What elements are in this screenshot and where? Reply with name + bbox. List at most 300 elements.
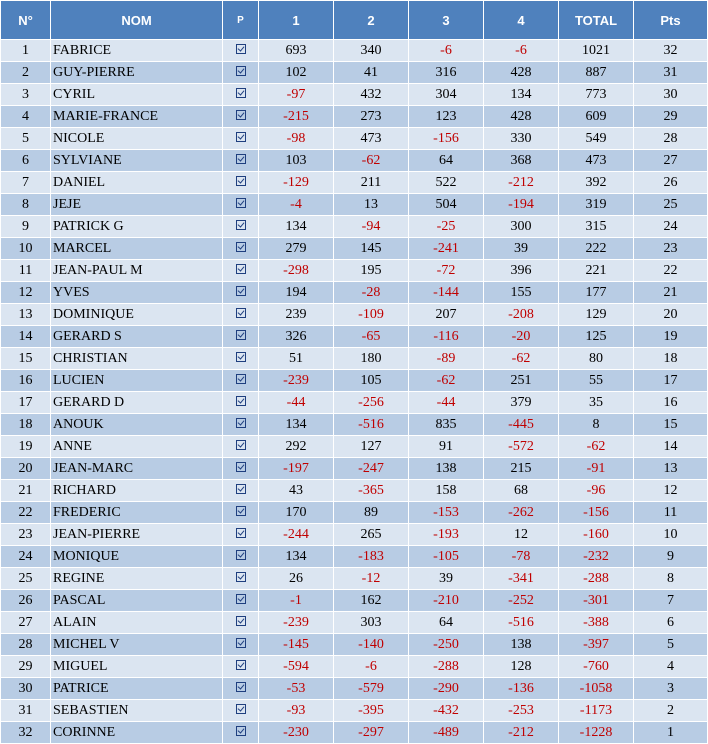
round-4-cell: 155 <box>484 282 559 304</box>
table-row <box>1 84 708 106</box>
total-cell: -91 <box>559 458 634 480</box>
round-3-cell: -116 <box>409 326 484 348</box>
points-cell: 7 <box>634 590 708 612</box>
round-3-cell: 64 <box>409 150 484 172</box>
total-cell: -62 <box>559 436 634 458</box>
checkbox-checked-icon[interactable] <box>236 462 246 472</box>
total-cell: 887 <box>559 62 634 84</box>
round-3-cell: -489 <box>409 722 484 744</box>
present-cell[interactable] <box>223 590 259 612</box>
header-round-1[interactable]: 1 <box>259 1 334 40</box>
player-name-cell: MARCEL <box>51 238 223 260</box>
present-cell[interactable] <box>223 326 259 348</box>
round-2-cell: 162 <box>334 590 409 612</box>
total-cell: 222 <box>559 238 634 260</box>
player-name-cell: MICHEL V <box>51 634 223 656</box>
points-cell: 23 <box>634 238 708 260</box>
rank-cell: 13 <box>1 304 51 326</box>
round-1-cell: 239 <box>259 304 334 326</box>
round-4-cell: 428 <box>484 106 559 128</box>
round-3-cell: 123 <box>409 106 484 128</box>
present-cell[interactable] <box>223 40 259 62</box>
round-1-cell: 279 <box>259 238 334 260</box>
points-cell: 31 <box>634 62 708 84</box>
header-p[interactable]: P <box>223 1 259 40</box>
round-2-cell: -65 <box>334 326 409 348</box>
points-cell: 16 <box>634 392 708 414</box>
header-name[interactable]: NOM <box>51 1 223 40</box>
present-cell[interactable] <box>223 502 259 524</box>
round-3-cell: 91 <box>409 436 484 458</box>
header-total[interactable]: TOTAL <box>559 1 634 40</box>
present-cell[interactable] <box>223 106 259 128</box>
points-cell: 22 <box>634 260 708 282</box>
total-cell: -760 <box>559 656 634 678</box>
total-cell: 8 <box>559 414 634 436</box>
round-2-cell: -140 <box>334 634 409 656</box>
round-3-cell: 522 <box>409 172 484 194</box>
rank-cell: 4 <box>1 106 51 128</box>
round-2-cell: 127 <box>334 436 409 458</box>
round-3-cell: 316 <box>409 62 484 84</box>
points-cell: 29 <box>634 106 708 128</box>
player-name-cell: NICOLE <box>51 128 223 150</box>
round-2-cell: 145 <box>334 238 409 260</box>
total-cell: -232 <box>559 546 634 568</box>
header-round-2[interactable]: 2 <box>334 1 409 40</box>
round-1-cell: 102 <box>259 62 334 84</box>
rank-cell: 11 <box>1 260 51 282</box>
checkbox-checked-icon[interactable] <box>236 660 246 670</box>
present-cell[interactable] <box>223 62 259 84</box>
round-4-cell: 134 <box>484 84 559 106</box>
points-cell: 4 <box>634 656 708 678</box>
round-2-cell: 432 <box>334 84 409 106</box>
rank-cell: 17 <box>1 392 51 414</box>
rank-cell: 27 <box>1 612 51 634</box>
header-round-3[interactable]: 3 <box>409 1 484 40</box>
round-3-cell: -153 <box>409 502 484 524</box>
player-name-cell: CHRISTIAN <box>51 348 223 370</box>
round-2-cell: 340 <box>334 40 409 62</box>
round-3-cell: 138 <box>409 458 484 480</box>
total-cell: -156 <box>559 502 634 524</box>
round-3-cell: 64 <box>409 612 484 634</box>
round-4-cell: -262 <box>484 502 559 524</box>
rank-cell: 18 <box>1 414 51 436</box>
round-3-cell: -72 <box>409 260 484 282</box>
table-row <box>1 348 708 370</box>
present-cell[interactable] <box>223 260 259 282</box>
round-1-cell: -298 <box>259 260 334 282</box>
points-cell: 20 <box>634 304 708 326</box>
rank-cell: 9 <box>1 216 51 238</box>
present-cell[interactable] <box>223 216 259 238</box>
player-name-cell: MIGUEL <box>51 656 223 678</box>
present-cell[interactable] <box>223 238 259 260</box>
table-row <box>1 524 708 546</box>
present-cell[interactable] <box>223 568 259 590</box>
table-row <box>1 128 708 150</box>
table-row <box>1 62 708 84</box>
table-row <box>1 216 708 238</box>
round-2-cell: -247 <box>334 458 409 480</box>
round-2-cell: 195 <box>334 260 409 282</box>
round-3-cell: -156 <box>409 128 484 150</box>
points-cell: 14 <box>634 436 708 458</box>
rank-cell: 5 <box>1 128 51 150</box>
round-2-cell: -12 <box>334 568 409 590</box>
round-4-cell: -208 <box>484 304 559 326</box>
total-cell: -397 <box>559 634 634 656</box>
round-3-cell: -290 <box>409 678 484 700</box>
table-row <box>1 282 708 304</box>
checkbox-checked-icon[interactable] <box>236 440 246 450</box>
player-name-cell: PASCAL <box>51 590 223 612</box>
checkbox-checked-icon[interactable] <box>236 418 246 428</box>
checkbox-checked-icon[interactable] <box>236 550 246 560</box>
points-cell: 21 <box>634 282 708 304</box>
round-4-cell: -212 <box>484 722 559 744</box>
player-name-cell: SEBASTIEN <box>51 700 223 722</box>
round-2-cell: -579 <box>334 678 409 700</box>
round-4-cell: -136 <box>484 678 559 700</box>
points-cell: 5 <box>634 634 708 656</box>
total-cell: 315 <box>559 216 634 238</box>
points-cell: 12 <box>634 480 708 502</box>
checkbox-checked-icon[interactable] <box>236 682 246 692</box>
rank-cell: 32 <box>1 722 51 744</box>
table-row <box>1 546 708 568</box>
round-1-cell: -1 <box>259 590 334 612</box>
table-row <box>1 238 708 260</box>
checkbox-checked-icon[interactable] <box>236 110 246 120</box>
checkbox-checked-icon[interactable] <box>236 594 246 604</box>
rank-cell: 25 <box>1 568 51 590</box>
rank-cell: 10 <box>1 238 51 260</box>
points-cell: 30 <box>634 84 708 106</box>
table-row <box>1 656 708 678</box>
points-cell: 17 <box>634 370 708 392</box>
present-cell[interactable] <box>223 150 259 172</box>
present-cell[interactable] <box>223 348 259 370</box>
checkbox-checked-icon[interactable] <box>236 198 246 208</box>
round-1-cell: -4 <box>259 194 334 216</box>
round-2-cell: 89 <box>334 502 409 524</box>
round-3-cell: -62 <box>409 370 484 392</box>
table-row <box>1 722 708 744</box>
player-name-cell: PATRICK G <box>51 216 223 238</box>
total-cell: 392 <box>559 172 634 194</box>
round-2-cell: 105 <box>334 370 409 392</box>
points-cell: 11 <box>634 502 708 524</box>
player-name-cell: YVES <box>51 282 223 304</box>
present-cell[interactable] <box>223 392 259 414</box>
points-cell: 13 <box>634 458 708 480</box>
rank-cell: 31 <box>1 700 51 722</box>
round-2-cell: 473 <box>334 128 409 150</box>
points-cell: 3 <box>634 678 708 700</box>
round-4-cell: 138 <box>484 634 559 656</box>
round-4-cell: 251 <box>484 370 559 392</box>
round-1-cell: -97 <box>259 84 334 106</box>
round-1-cell: -239 <box>259 612 334 634</box>
round-3-cell: 158 <box>409 480 484 502</box>
round-2-cell: 13 <box>334 194 409 216</box>
rank-cell: 2 <box>1 62 51 84</box>
round-1-cell: -145 <box>259 634 334 656</box>
total-cell: -1058 <box>559 678 634 700</box>
rank-cell: 22 <box>1 502 51 524</box>
round-1-cell: 134 <box>259 546 334 568</box>
round-4-cell: -572 <box>484 436 559 458</box>
total-cell: 177 <box>559 282 634 304</box>
player-name-cell: LUCIEN <box>51 370 223 392</box>
checkbox-checked-icon[interactable] <box>236 286 246 296</box>
header-round-4[interactable]: 4 <box>484 1 559 40</box>
checkbox-checked-icon[interactable] <box>236 154 246 164</box>
round-4-cell: -62 <box>484 348 559 370</box>
present-cell[interactable] <box>223 172 259 194</box>
round-2-cell: -28 <box>334 282 409 304</box>
table-row <box>1 260 708 282</box>
points-cell: 9 <box>634 546 708 568</box>
checkbox-checked-icon[interactable] <box>236 66 246 76</box>
round-1-cell: 170 <box>259 502 334 524</box>
rank-cell: 14 <box>1 326 51 348</box>
round-2-cell: -365 <box>334 480 409 502</box>
player-name-cell: MONIQUE <box>51 546 223 568</box>
points-cell: 2 <box>634 700 708 722</box>
rank-cell: 24 <box>1 546 51 568</box>
player-name-cell: ANOUK <box>51 414 223 436</box>
present-cell[interactable] <box>223 656 259 678</box>
round-3-cell: -6 <box>409 40 484 62</box>
header-num[interactable]: N° <box>1 1 51 40</box>
round-2-cell: -516 <box>334 414 409 436</box>
total-cell: -288 <box>559 568 634 590</box>
present-cell[interactable] <box>223 282 259 304</box>
round-1-cell: 26 <box>259 568 334 590</box>
player-name-cell: JEAN-MARC <box>51 458 223 480</box>
round-4-cell: -194 <box>484 194 559 216</box>
present-cell[interactable] <box>223 194 259 216</box>
present-cell[interactable] <box>223 480 259 502</box>
table-row <box>1 304 708 326</box>
checkbox-checked-icon[interactable] <box>236 528 246 538</box>
round-2-cell: 180 <box>334 348 409 370</box>
rank-cell: 23 <box>1 524 51 546</box>
total-cell: 55 <box>559 370 634 392</box>
rank-cell: 29 <box>1 656 51 678</box>
checkbox-checked-icon[interactable] <box>236 220 246 230</box>
checkbox-checked-icon[interactable] <box>236 330 246 340</box>
points-cell: 27 <box>634 150 708 172</box>
round-2-cell: -94 <box>334 216 409 238</box>
table-row <box>1 392 708 414</box>
present-cell[interactable] <box>223 634 259 656</box>
points-cell: 26 <box>634 172 708 194</box>
round-3-cell: 304 <box>409 84 484 106</box>
player-name-cell: GERARD D <box>51 392 223 414</box>
present-cell[interactable] <box>223 84 259 106</box>
table-row <box>1 678 708 700</box>
table-row <box>1 172 708 194</box>
round-2-cell: -297 <box>334 722 409 744</box>
player-name-cell: ALAIN <box>51 612 223 634</box>
round-3-cell: -432 <box>409 700 484 722</box>
round-3-cell: 39 <box>409 568 484 590</box>
round-2-cell: -395 <box>334 700 409 722</box>
rank-cell: 6 <box>1 150 51 172</box>
round-4-cell: -516 <box>484 612 559 634</box>
player-name-cell: CORINNE <box>51 722 223 744</box>
round-1-cell: -239 <box>259 370 334 392</box>
round-4-cell: 215 <box>484 458 559 480</box>
round-4-cell: -252 <box>484 590 559 612</box>
checkbox-checked-icon[interactable] <box>236 44 246 54</box>
round-2-cell: 211 <box>334 172 409 194</box>
points-cell: 15 <box>634 414 708 436</box>
round-4-cell: 330 <box>484 128 559 150</box>
checkbox-checked-icon[interactable] <box>236 374 246 384</box>
table-row <box>1 326 708 348</box>
checkbox-checked-icon[interactable] <box>236 132 246 142</box>
checkbox-checked-icon[interactable] <box>236 396 246 406</box>
table-row <box>1 480 708 502</box>
present-cell[interactable] <box>223 722 259 744</box>
player-name-cell: MARIE-FRANCE <box>51 106 223 128</box>
round-4-cell: -253 <box>484 700 559 722</box>
player-name-cell: JEJE <box>51 194 223 216</box>
round-2-cell: -109 <box>334 304 409 326</box>
round-2-cell: 41 <box>334 62 409 84</box>
player-name-cell: DANIEL <box>51 172 223 194</box>
present-cell[interactable] <box>223 678 259 700</box>
present-cell[interactable] <box>223 612 259 634</box>
total-cell: 125 <box>559 326 634 348</box>
round-1-cell: -44 <box>259 392 334 414</box>
rank-cell: 7 <box>1 172 51 194</box>
round-3-cell: -44 <box>409 392 484 414</box>
rank-cell: 15 <box>1 348 51 370</box>
round-1-cell: 693 <box>259 40 334 62</box>
total-cell: -1173 <box>559 700 634 722</box>
round-1-cell: 43 <box>259 480 334 502</box>
round-2-cell: 265 <box>334 524 409 546</box>
checkbox-checked-icon[interactable] <box>236 638 246 648</box>
round-4-cell: 300 <box>484 216 559 238</box>
player-name-cell: ANNE <box>51 436 223 458</box>
present-cell[interactable] <box>223 546 259 568</box>
total-cell: 609 <box>559 106 634 128</box>
present-cell[interactable] <box>223 414 259 436</box>
round-2-cell: 303 <box>334 612 409 634</box>
checkbox-checked-icon[interactable] <box>236 506 246 516</box>
rank-cell: 21 <box>1 480 51 502</box>
header-row <box>1 1 708 40</box>
checkbox-checked-icon[interactable] <box>236 484 246 494</box>
checkbox-checked-icon[interactable] <box>236 308 246 318</box>
points-cell: 18 <box>634 348 708 370</box>
points-cell: 19 <box>634 326 708 348</box>
checkbox-checked-icon[interactable] <box>236 352 246 362</box>
checkbox-checked-icon[interactable] <box>236 726 246 736</box>
round-4-cell: 428 <box>484 62 559 84</box>
round-2-cell: -62 <box>334 150 409 172</box>
checkbox-checked-icon[interactable] <box>236 704 246 714</box>
table-row <box>1 414 708 436</box>
round-1-cell: 194 <box>259 282 334 304</box>
total-cell: 473 <box>559 150 634 172</box>
round-4-cell: -20 <box>484 326 559 348</box>
round-3-cell: 835 <box>409 414 484 436</box>
player-name-cell: GERARD S <box>51 326 223 348</box>
round-1-cell: -244 <box>259 524 334 546</box>
player-name-cell: DOMINIQUE <box>51 304 223 326</box>
player-name-cell: RICHARD <box>51 480 223 502</box>
checkbox-checked-icon[interactable] <box>236 88 246 98</box>
present-cell[interactable] <box>223 304 259 326</box>
points-cell: 6 <box>634 612 708 634</box>
rank-cell: 30 <box>1 678 51 700</box>
checkbox-checked-icon[interactable] <box>236 264 246 274</box>
points-cell: 28 <box>634 128 708 150</box>
total-cell: -301 <box>559 590 634 612</box>
player-name-cell: PATRICE <box>51 678 223 700</box>
round-1-cell: 292 <box>259 436 334 458</box>
player-name-cell: REGINE <box>51 568 223 590</box>
points-cell: 24 <box>634 216 708 238</box>
round-1-cell: -594 <box>259 656 334 678</box>
present-cell[interactable] <box>223 700 259 722</box>
rank-cell: 8 <box>1 194 51 216</box>
rank-cell: 1 <box>1 40 51 62</box>
present-cell[interactable] <box>223 128 259 150</box>
table-row <box>1 436 708 458</box>
table-row <box>1 150 708 172</box>
checkbox-checked-icon[interactable] <box>236 572 246 582</box>
round-4-cell: 68 <box>484 480 559 502</box>
present-cell[interactable] <box>223 458 259 480</box>
table-row <box>1 568 708 590</box>
total-cell: 319 <box>559 194 634 216</box>
points-cell: 10 <box>634 524 708 546</box>
total-cell: 1021 <box>559 40 634 62</box>
total-cell: 773 <box>559 84 634 106</box>
rank-cell: 12 <box>1 282 51 304</box>
present-cell[interactable] <box>223 524 259 546</box>
header-pts[interactable]: Pts <box>634 1 708 40</box>
round-1-cell: -98 <box>259 128 334 150</box>
round-1-cell: 134 <box>259 216 334 238</box>
points-cell: 1 <box>634 722 708 744</box>
checkbox-checked-icon[interactable] <box>236 176 246 186</box>
round-3-cell: -89 <box>409 348 484 370</box>
round-3-cell: -105 <box>409 546 484 568</box>
round-2-cell: -183 <box>334 546 409 568</box>
checkbox-checked-icon[interactable] <box>236 242 246 252</box>
checkbox-checked-icon[interactable] <box>236 616 246 626</box>
present-cell[interactable] <box>223 370 259 392</box>
round-3-cell: 504 <box>409 194 484 216</box>
present-cell[interactable] <box>223 436 259 458</box>
rank-cell: 28 <box>1 634 51 656</box>
total-cell: -96 <box>559 480 634 502</box>
total-cell: 35 <box>559 392 634 414</box>
round-3-cell: 207 <box>409 304 484 326</box>
round-1-cell: -215 <box>259 106 334 128</box>
